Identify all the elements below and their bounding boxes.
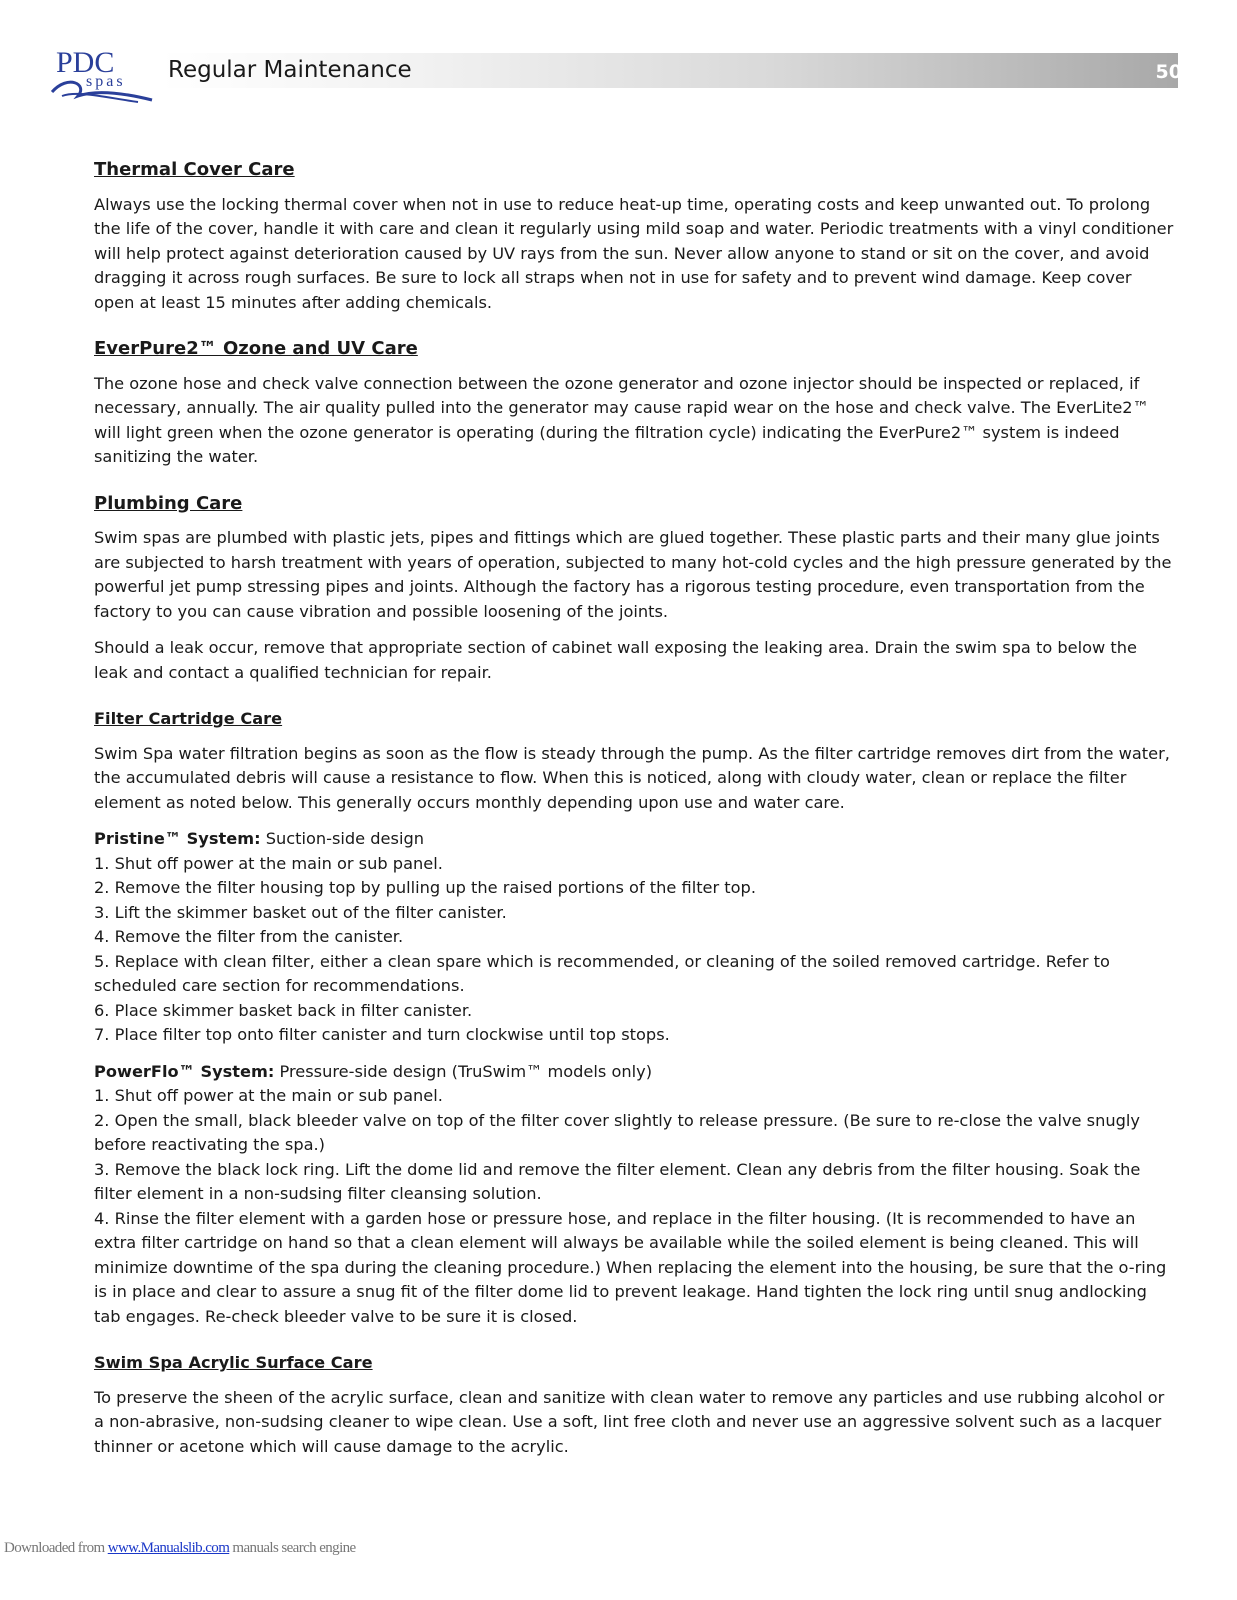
list-item: 3. Remove the black lock ring. Lift the dome lid and remove the filter element. Clean any debris from the filter housing. Soak the filter element in a non-sudsing filter cleansing solution.: [94, 1159, 1141, 1203]
list-item: 4. Rinse the filter element with a garden hose or pressure hose, and replace in the filter housing. (It is recommended to have an extra filter cartridge on hand so that a clean element will always be available while the soiled element is being cleaned. This will minimize downtime of the spa during the cleaning procedure.) When replacing the element into the housing, be sure that the o-ring is in place and clear to assure a snug fit of the filter dome lid to prevent leakage. Hand tighten the lock ring until snug andlocking tab engages. Re-check bleeder valve to be sure it is closed.: [94, 1208, 1167, 1326]
page-header: [48, 44, 1190, 104]
footer-prefix: Downloaded from: [4, 1540, 108, 1556]
thermal-cover-section: [94, 158, 1174, 315]
list-item: 7. Place filter top onto filter canister and turn clockwise until top stops.: [94, 1025, 670, 1044]
list-item: 4. Remove the filter from the canister.: [94, 927, 404, 946]
filter-cartridge-section: [94, 707, 1174, 1329]
system-label: PowerFlo™ System:: [94, 1061, 275, 1081]
logo-text-spas: spas: [86, 73, 126, 90]
powerflo-system-title: [94, 1060, 1174, 1085]
list-item: 6. Place skimmer basket back in filter canister.: [94, 1000, 473, 1020]
list-item: 1. Shut off power at the main or sub panel.: [94, 1086, 443, 1105]
ozone-uv-section: [94, 337, 1174, 470]
page-content: [94, 158, 1174, 1481]
section-heading: Filter Cartridge Care: [94, 709, 283, 728]
system-description: Pressure-side design (TruSwim™ models only): [274, 1061, 653, 1081]
list-item: 1. Shut off power at the main or sub panel.: [94, 853, 443, 873]
section-body: Swim spas are plumbed with plastic jets, pipes and fittings which are glued together. These plastic parts and their many glue joints are subjected to harsh treatment with years of operation, subjected to many hot-cold cycles and the high pressure generated by the powerful jet pump stressing pipes and joints. Although the factory has a rigorous testing procedure, even transportation from the factory to you can cause vibration and possible loosening of the joints.: [94, 528, 1172, 621]
section-body: Swim Spa water filtration begins as soon as the flow is steady through the pump. As the filter cartridge removes dirt from the water, the accumulated debris will cause a resistance to flow. When this is noticed, along with cloudy water, clean or replace the filter element as noted below. This generally occurs monthly depending upon use and water care.: [94, 743, 1170, 812]
section-body: The ozone hose and check valve connection between the ozone generator and ozone injector should be inspected or replaced, if necessary, annually. The air quality pulled into the generator may cause rapid wear on the hose and check valve. The EverLite2™ will light green when the ozone generator is operating (during the filtration cycle) indicating the EverPure2™ system is indeed sanitizing the water.: [94, 373, 1149, 466]
section-heading: Plumbing Care: [94, 492, 243, 514]
list-item: 5. Replace with clean filter, either a clean spare which is recommended, or cleaning of the soiled removed cartridge. Refer to scheduled care section for recommendations.: [94, 951, 1110, 995]
system-label: Pristine™ System:: [94, 829, 261, 848]
pristine-system-title: [94, 827, 1174, 852]
section-heading: EverPure2™ Ozone and UV Care: [94, 338, 418, 359]
acrylic-surface-section: [94, 1351, 1174, 1459]
list-item: 2. Remove the filter housing top by pulling up the raised portions of the filter top.: [94, 878, 756, 897]
pristine-system-block: [94, 827, 1174, 1048]
list-item: 2. Open the small, black bleeder valve on top of the filter cover slightly to release pressure. (Be sure to re-close the valve snugly before reactivating the spa.): [94, 1110, 1140, 1154]
page-number: 50: [1155, 61, 1182, 83]
manualslib-link[interactable]: www.Manualslib.com: [107, 1540, 230, 1556]
system-description: Suction-side design: [260, 829, 424, 848]
section-body: To preserve the sheen of the acrylic surface, clean and sanitize with clean water to remove any particles and use rubbing alcohol or a non-abrasive, non-sudsing cleaner to wipe clean. Use a soft, lint free cloth and never use an aggressive solvent such as a lacquer thinner or acetone which will cause damage to the acrylic.: [94, 1387, 1165, 1456]
plumbing-section: [94, 492, 1174, 686]
powerflo-system-block: [94, 1060, 1174, 1330]
footer-suffix: manuals search engine: [229, 1540, 356, 1556]
download-footer: [4, 1540, 356, 1557]
pdc-spas-logo: [48, 44, 158, 104]
logo-text-pdc: PDC: [56, 46, 115, 79]
page-title: Regular Maintenance: [168, 57, 412, 83]
list-item: 3. Lift the skimmer basket out of the filter canister.: [94, 902, 507, 922]
section-body: Should a leak occur, remove that appropriate section of cabinet wall exposing the leaking area. Drain the swim spa to below the leak and contact a qualified technician for repair.: [94, 638, 1137, 682]
section-body: Always use the locking thermal cover when not in use to reduce heat-up time, operating costs and keep unwanted out. To prolong the life of the cover, handle it with care and clean it regularly using mild soap and water. Periodic treatments with a vinyl conditioner will help protect against deterioration caused by UV rays from the sun. Never allow anyone to stand or sit on the cover, and avoid dragging it across rough surfaces. Be sure to lock all straps when not in use for safety and to prevent wind damage. Keep cover open at least 15 minutes after adding chemicals.: [94, 194, 1174, 312]
section-heading: Swim Spa Acrylic Surface Care: [94, 1353, 373, 1372]
section-heading: Thermal Cover Care: [94, 159, 295, 180]
